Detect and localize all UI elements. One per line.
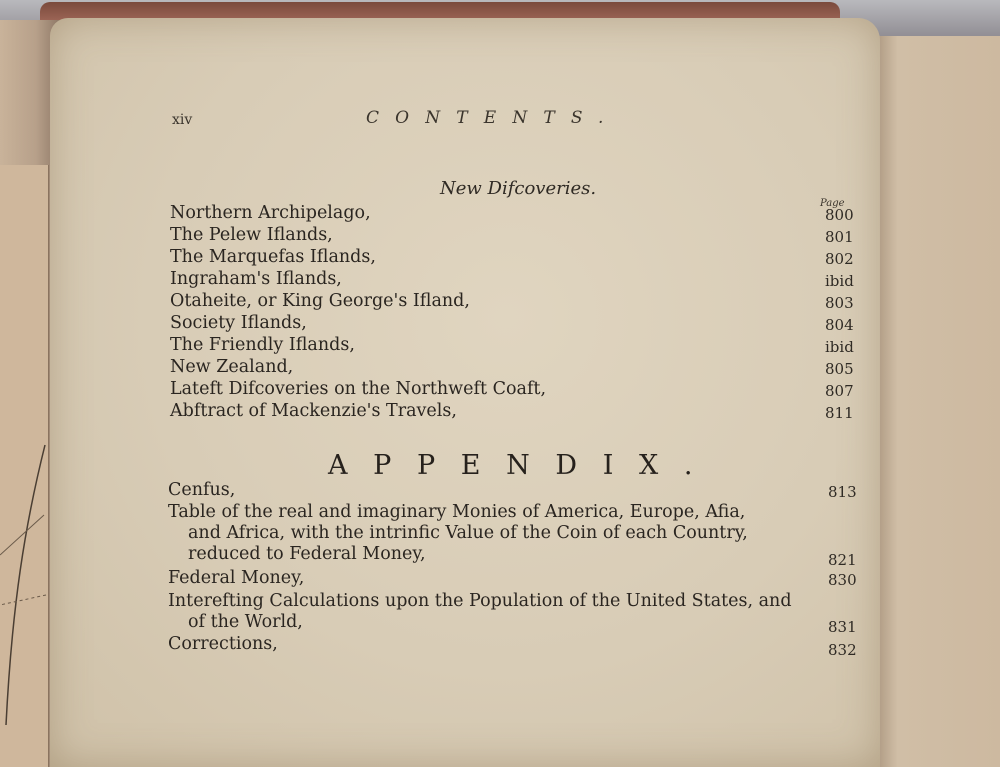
- appendix-entry: [168, 634, 858, 659]
- appendix-entry-line: reduced to Federal Money,: [188, 544, 426, 564]
- toc-entry: [170, 356, 854, 378]
- toc-entry: [170, 334, 854, 356]
- toc-entry-title: The Pelew Iflands,: [170, 225, 333, 245]
- toc-entry: [170, 268, 854, 290]
- appendix-entry: [168, 480, 858, 501]
- toc-entry-title: Ingraham's Iflands,: [170, 269, 342, 289]
- appendix-entry: [168, 591, 858, 636]
- page-column-label: Page: [820, 198, 845, 209]
- toc-entry-page: 805: [825, 360, 854, 378]
- running-head: CONTENTS.: [366, 108, 620, 128]
- appendix-heading: APPENDIX.: [328, 450, 719, 481]
- toc-entry: [170, 400, 854, 422]
- appendix-entry-line: Interefting Calculations upon the Population of the United States, and: [168, 591, 792, 611]
- appendix-entry-line: of the World,: [188, 612, 303, 632]
- contents-page: [50, 18, 880, 767]
- appendix-entry-page: 813: [828, 483, 857, 501]
- folio-number: xiv: [172, 112, 193, 128]
- toc-entry: [170, 202, 854, 224]
- section-title: New Difcoveries.: [440, 178, 597, 199]
- toc-entry: [170, 224, 854, 246]
- appendix-entry-line: Table of the real and imaginary Monies of America, Europe, Afia,: [168, 502, 746, 522]
- appendix-entry: [168, 568, 858, 589]
- toc-entry: [170, 246, 854, 268]
- toc-entry-page: 800: [825, 206, 854, 224]
- folded-map-stub: [0, 165, 49, 767]
- toc-entry-page: 811: [825, 404, 854, 422]
- toc-entry-page: 807: [825, 382, 854, 400]
- toc-entry-title: The Friendly Iflands,: [170, 335, 355, 355]
- appendix-entry-line: and Africa, with the intrinfic Value of the Coin of each Country,: [188, 523, 748, 543]
- toc-entry-page: 801: [825, 228, 854, 246]
- toc-entry-page: 804: [825, 316, 854, 334]
- appendix-entry-page: 832: [828, 641, 857, 659]
- toc-entry-title: Northern Archipelago,: [170, 203, 371, 223]
- toc-entry: [170, 290, 854, 312]
- toc-entry: [170, 378, 854, 400]
- toc-entry-title: Otaheite, or King George's Ifland,: [170, 291, 470, 311]
- appendix-entry-line: Corrections,: [168, 634, 278, 654]
- appendix-entry-page: 830: [828, 571, 857, 589]
- toc-entry-title: Society Iflands,: [170, 313, 307, 333]
- appendix-entry-line: Cenfus,: [168, 480, 236, 500]
- appendix-entry: [168, 502, 858, 569]
- toc-entry-title: New Zealand,: [170, 357, 294, 377]
- appendix-entry-line: Federal Money,: [168, 568, 305, 588]
- right-page-edge: [872, 36, 1000, 767]
- toc-entry-page: 803: [825, 294, 854, 312]
- appendix-entry-page: 831: [828, 618, 857, 636]
- appendix-entry-page: 821: [828, 551, 857, 569]
- toc-entry-title: Lateft Difcoveries on the Northweft Coaft,: [170, 379, 547, 399]
- toc-entry: [170, 312, 854, 334]
- toc-entry-page: ibid: [825, 338, 854, 356]
- toc-entry-page: ibid: [825, 272, 854, 290]
- toc-entry-title: The Marquefas Iflands,: [170, 247, 376, 267]
- toc-entry-title: Abftract of Mackenzie's Travels,: [170, 401, 457, 421]
- toc-entry-page: 802: [825, 250, 854, 268]
